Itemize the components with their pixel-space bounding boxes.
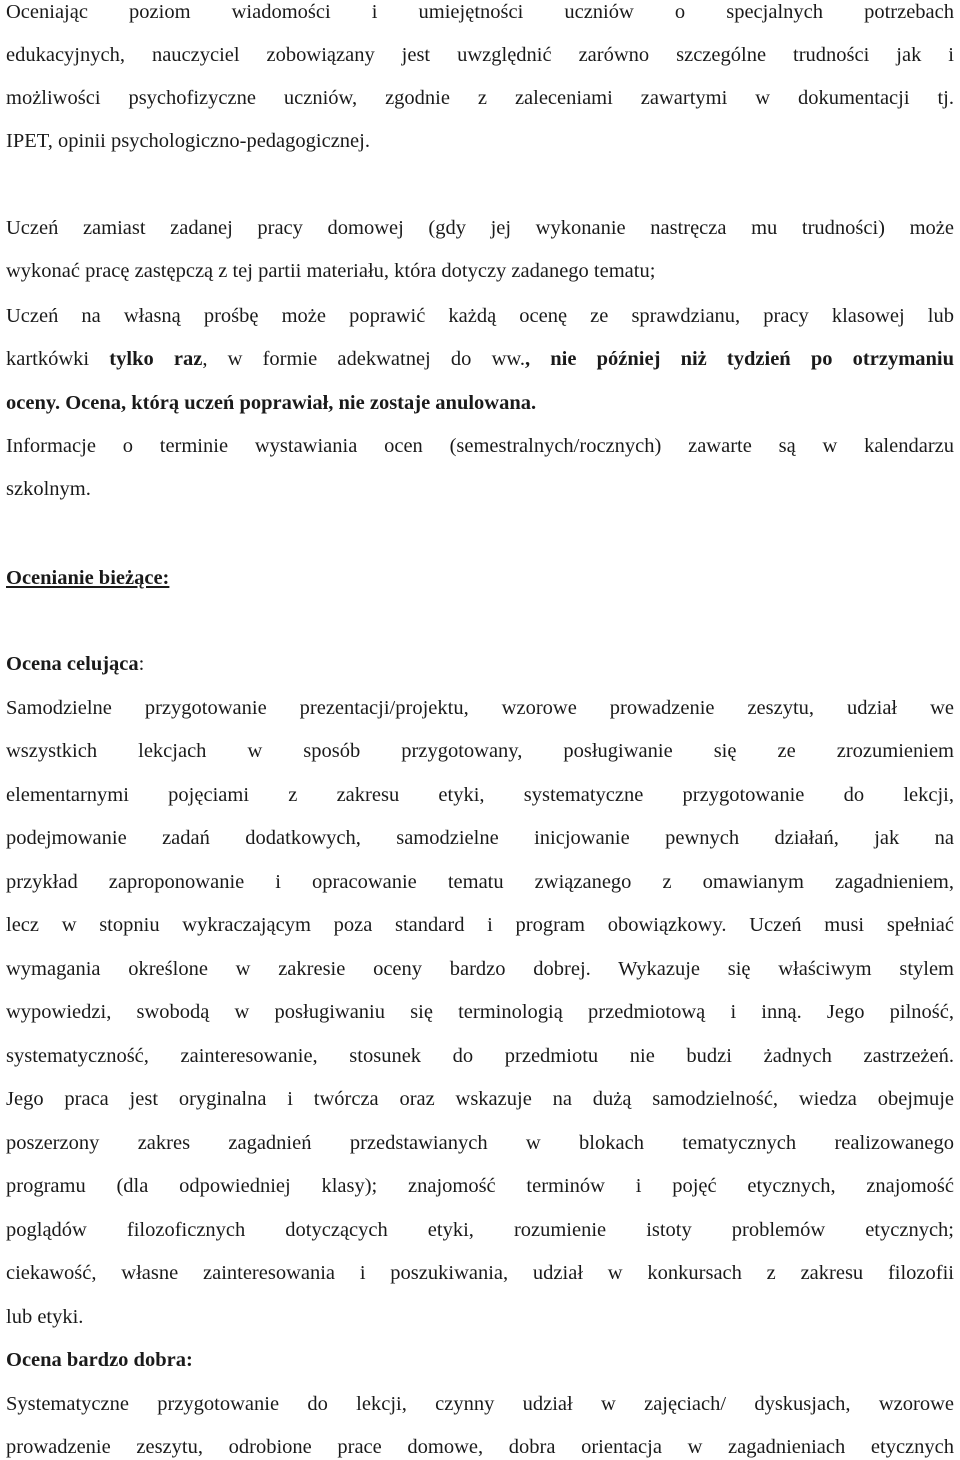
celujaca-line: ciekawość, własne zainteresowania i poszukiwania, udział w konkursach z zakresu filozofii xyxy=(6,1262,954,1284)
bardzo-dobra-heading: Ocena bardzo dobra: xyxy=(6,1349,193,1371)
celujaca-heading: Ocena celująca xyxy=(6,653,139,675)
celujaca-line: Samodzielne przygotowanie prezentacji/projektu, wzorowe prowadzenie zeszytu, udział we xyxy=(6,697,954,719)
paragraph-2-line-3: Uczeń na własną prośbę może poprawić każdą ocenę ze sprawdzianu, pracy klasowej lub xyxy=(6,305,954,327)
bardzo-dobra-line: prowadzenie zeszytu, odrobione prace domowe, dobra orientacja w zagadnieniach etycznych xyxy=(6,1436,954,1458)
celujaca-line: programu (dla odpowiedniej klasy); znajomość terminów i pojęć etycznych, znajomość xyxy=(6,1175,954,1197)
celujaca-line: Jego praca jest oryginalna i twórcza oraz wskazuje na dużą samodzielność, wiedza obejmuje xyxy=(6,1088,954,1110)
paragraph-2-line-4 xyxy=(6,347,954,371)
adekwatnej-text: , w formie adekwatnej do ww. xyxy=(202,348,525,370)
deadline-bold: , nie później niż tydzień po otrzymaniu xyxy=(524,348,955,370)
paragraph-1-line-1: Oceniając poziom wiadomości i umiejętności uczniów o specjalnych potrzebach xyxy=(6,1,954,23)
kartkowki-text: kartkówki xyxy=(6,348,110,370)
paragraph-2-line-2: wykonać pracę zastępczą z tej partii materiału, która dotyczy zadanego tematu; xyxy=(6,260,656,282)
celujaca-line: systematyczność, zainteresowanie, stosunek do przedmiotu nie budzi żadnych zastrzeżeń. xyxy=(6,1045,954,1067)
celujaca-line: lub etyki. xyxy=(6,1306,84,1328)
celujaca-line: wymagania określone w zakresie oceny bardzo dobrej. Wykazuje się właściwym stylem xyxy=(6,958,954,980)
celujaca-line: wypowiedzi, swobodą w posługiwaniu się terminologią przedmiotową i inną. Jego pilność, xyxy=(6,1001,954,1023)
celujaca-line: podejmowanie zadań dodatkowych, samodzielne inicjowanie pewnych działań, jak na xyxy=(6,827,954,849)
celujaca-line: wszystkich lekcjach w sposób przygotowany, posługiwanie się ze zrozumieniem xyxy=(6,740,954,762)
celujaca-line: przykład zaproponowanie i opracowanie tematu związanego z omawianym zagadnieniem, xyxy=(6,871,954,893)
paragraph-1-line-4: IPET, opinii psychologiczno-pedagogicznej. xyxy=(6,130,370,152)
paragraph-1-line-3: możliwości psychofizyczne uczniów, zgodnie z zaleceniami zawartymi w dokumentacji tj. xyxy=(6,87,954,109)
celujaca-line: poszerzony zakres zagadnień przedstawianych w blokach tematycznych realizowanego xyxy=(6,1132,954,1154)
celujaca-line: elementarnymi pojęciami z zakresu etyki, systematyczne przygotowanie do lekcji, xyxy=(6,784,954,806)
celujaca-line: lecz w stopniu wykraczającym poza standard i program obowiązkowy. Uczeń musi spełniać xyxy=(6,914,954,936)
tylko-raz-bold: tylko raz xyxy=(109,348,203,370)
paragraph-2-line-6: Informacje o terminie wystawiania ocen (semestralnych/rocznych) zawarte są w kalendarzu xyxy=(6,435,954,457)
section-heading: Ocenianie bieżące: xyxy=(6,567,170,589)
bardzo-dobra-line: Systematyczne przygotowanie do lekcji, czynny udział w zajęciach/ dyskusjach, wzorowe xyxy=(6,1393,954,1415)
paragraph-2-line-1: Uczeń zamiast zadanej pracy domowej (gdy jej wykonanie nastręcza mu trudności) może xyxy=(6,217,954,239)
celujaca-line: poglądów filozoficznych dotyczących etyki, rozumienie istoty problemów etycznych; xyxy=(6,1219,954,1241)
paragraph-2-line-5: oceny. Ocena, którą uczeń poprawiał, nie zostaje anulowana. xyxy=(6,392,537,414)
paragraph-2-line-7: szkolnym. xyxy=(6,478,91,500)
paragraph-1-line-2: edukacyjnych, nauczyciel zobowiązany jest uwzględnić zarówno szczególne trudności jak i xyxy=(6,44,954,66)
celujaca-colon: : xyxy=(138,653,145,675)
celujaca-heading-line xyxy=(6,652,954,676)
